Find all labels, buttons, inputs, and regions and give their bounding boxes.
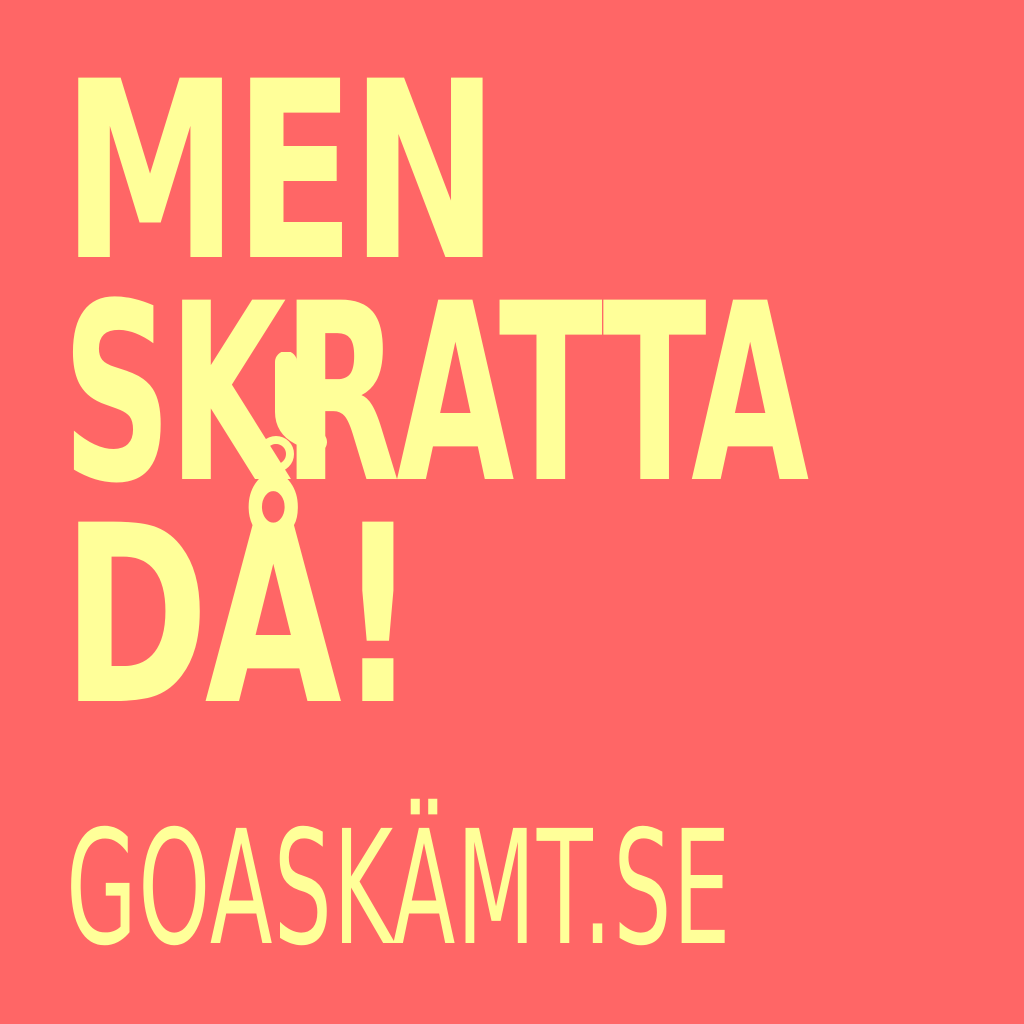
k-hook-decoration <box>238 352 328 482</box>
hook-stroke <box>286 362 316 442</box>
headline <box>62 30 1002 760</box>
headline-line-2: SKRATTA <box>62 252 806 538</box>
headline-line-1: MEN <box>62 30 495 316</box>
hook-ring <box>262 440 290 468</box>
headline-line-3: DÅ! <box>62 474 414 760</box>
website-url: GOASKÄMT.SE <box>66 797 732 981</box>
